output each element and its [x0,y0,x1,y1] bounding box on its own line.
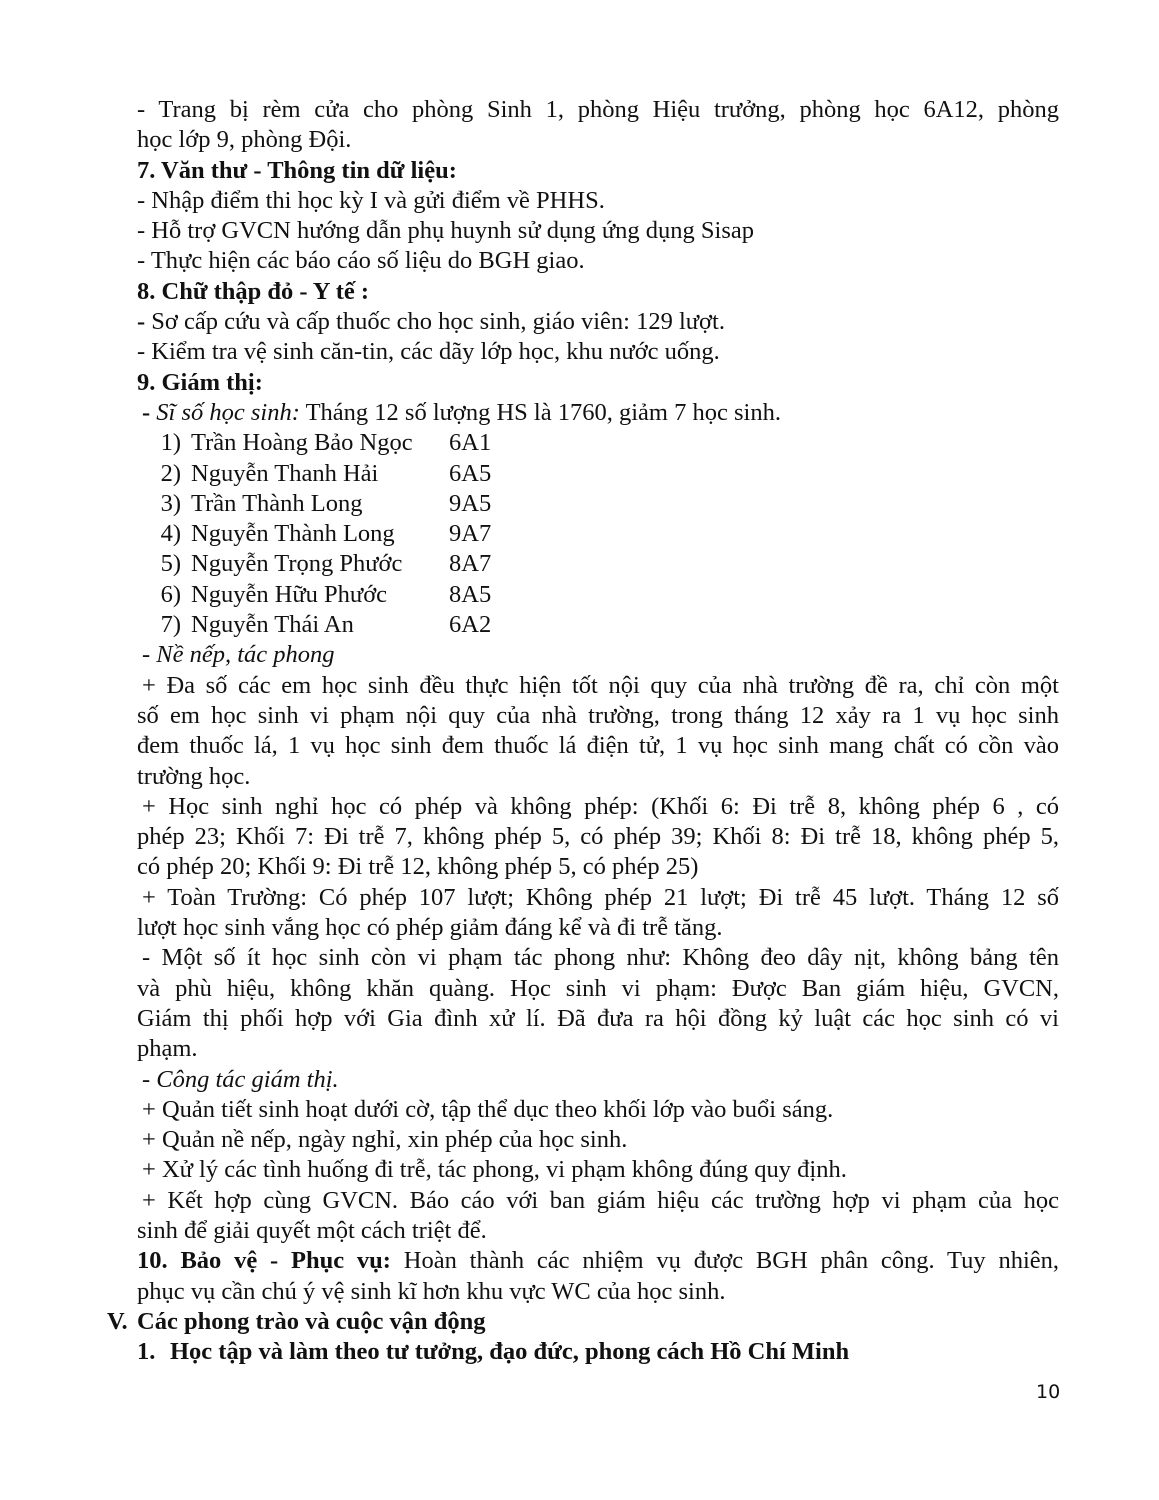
student-number: 6) [160,580,181,608]
subheading-title: Học tập và làm theo tư tưởng, đạo đức, phong cách Hồ Chí Minh [170,1338,850,1366]
work-item: sinh để giải quyết một cách triệt để. [137,1216,487,1244]
student-class: 6A1 [449,429,492,457]
section-10-line [137,1246,1059,1276]
student-number: 1) [160,429,181,457]
student-name: Nguyễn Thanh Hải [191,459,379,487]
section-8-item-text: Sơ cấp cứu và cấp thuốc cho học sinh, giáo viên: 129 lượt. [145,308,725,336]
student-class: 8A7 [449,550,492,578]
equip-line-2: học lớp 9, phòng Đội. [137,126,352,154]
student-row [137,428,1059,458]
section-10-heading: 10. Bảo vệ - Phục vụ: [137,1247,391,1275]
conduct-p3-line: lượt học sinh vắng học có phép giảm đáng kể và đi trễ tăng. [137,914,723,942]
enrollment-label: Sĩ số học sinh: [156,398,300,426]
student-row [137,610,1059,640]
student-row [137,459,1059,489]
student-name: Trần Thành Long [191,489,363,517]
bold-dash: - [142,398,151,426]
section-8-item [137,307,1059,337]
bold-dash: - [137,308,146,336]
work-item: + Xử lý các tình huống đi trễ, tác phong, vi phạm không đúng quy định. [142,1156,847,1184]
conduct-p3-line: + Toàn Trường: Có phép 107 lượt; Không phép 21 lượt; Đi trễ 45 lượt. Tháng 12 số [142,883,1059,911]
student-class: 9A5 [449,489,492,517]
section-7-item: - Thực hiện các báo cáo số liệu do BGH giao. [137,247,585,275]
page-number: 10 [1036,1381,1061,1403]
student-number: 5) [160,550,181,578]
section-10-line: phục vụ cần chú ý vệ sinh kĩ hơn khu vực WC của học sinh. [137,1277,726,1305]
enrollment-text: Tháng 12 số lượng HS là 1760, giảm 7 học sinh. [299,398,781,426]
student-name: Nguyễn Hữu Phước [191,580,388,608]
section-v-heading [107,1307,1059,1337]
conduct-p1-line: + Đa số các em học sinh đều thực hiện tốt nội quy của nhà trường đề ra, chỉ còn một [142,671,1059,699]
conduct-p1-line: đem thuốc lá, 1 vụ học sinh đem thuốc lá điện tử, 1 vụ học sinh mang chất có cồn vào [137,732,1059,760]
conduct-p4-line: - Một số ít học sinh còn vi phạm tác phong như: Không đeo dây nịt, không bảng tên [142,944,1059,972]
student-class: 6A5 [449,459,492,487]
conduct-p1-line: trường học. [137,762,251,790]
conduct-p4-line: phạm. [137,1035,198,1063]
student-list [137,428,1059,640]
student-name: Trần Hoàng Bảo Ngọc [191,429,413,457]
student-row [137,519,1059,549]
student-row [137,549,1059,579]
student-class: 6A2 [449,611,492,639]
student-name: Nguyễn Thành Long [191,520,395,548]
enrollment-line [137,398,1059,428]
section-10-text: Hoàn thành các nhiệm vụ được BGH phân công. Tuy nhiên, [390,1247,1059,1275]
conduct-p4-line: và phù hiệu, không khăn quàng. Học sinh vi phạm: Được Ban giám hiệu, GVCN, [137,974,1059,1002]
work-heading: - Công tác giám thị. [142,1065,339,1093]
section-v-subheading [137,1337,1059,1367]
student-number: 2) [160,459,181,487]
work-item: + Quản tiết sinh hoạt dưới cờ, tập thể dục theo khối lớp vào buổi sáng. [142,1095,834,1123]
conduct-p2-line: phép 23; Khối 7: Đi trễ 7, không phép 5, có phép 39; Khối 8: Đi trễ 18, không phép 5, [137,823,1059,851]
conduct-p1-line: số em học sinh vi phạm nội quy của nhà trường, trong tháng 12 xảy ra 1 vụ học sinh [137,701,1059,729]
student-name: Nguyễn Thái An [191,611,354,639]
student-class: 8A5 [449,580,492,608]
student-name: Nguyễn Trọng Phước [191,550,403,578]
student-number: 3) [160,489,181,517]
student-row [137,489,1059,519]
conduct-p4-line: Giám thị phối hợp với Gia đình xử lí. Đã đưa ra hội đồng kỷ luật các học sinh có vi [137,1004,1059,1032]
work-item: + Quản nề nếp, ngày nghỉ, xin phép của học sinh. [142,1126,628,1154]
conduct-heading: - Nề nếp, tác phong [142,641,335,669]
section-7-heading: 7. Văn thư - Thông tin dữ liệu: [137,156,457,184]
section-v-numeral: V. [107,1307,128,1335]
conduct-p2-line: + Học sinh nghỉ học có phép và không phép: (Khối 6: Đi trễ 8, không phép 6 , có [142,792,1059,820]
section-8-heading: 8. Chữ thập đỏ - Y tế : [137,277,370,305]
section-9-heading: 9. Giám thị: [137,368,263,396]
student-class: 9A7 [449,520,492,548]
equip-line-1: - Trang bị rèm cửa cho phòng Sinh 1, phòng Hiệu trưởng, phòng học 6A12, phòng [137,96,1059,123]
student-number: 7) [160,611,181,639]
student-row [137,580,1059,610]
section-8-item: - Kiểm tra vệ sinh căn-tin, các dãy lớp học, khu nước uống. [137,338,720,366]
section-7-item: - Nhập điểm thi học kỳ I và gửi điểm về PHHS. [137,186,605,214]
section-7-item: - Hỗ trợ GVCN hướng dẫn phụ huynh sử dụng ứng dụng Sisap [137,217,754,245]
conduct-p2-line: có phép 20; Khối 9: Đi trễ 12, không phép 5, có phép 25) [137,853,699,881]
subheading-number: 1. [137,1338,156,1366]
page-content [107,95,1059,1367]
work-item: + Kết hợp cùng GVCN. Báo cáo với ban giám hiệu các trường hợp vi phạm của học [142,1186,1059,1214]
section-v-title: Các phong trào và cuộc vận động [137,1307,486,1335]
student-number: 4) [160,520,181,548]
